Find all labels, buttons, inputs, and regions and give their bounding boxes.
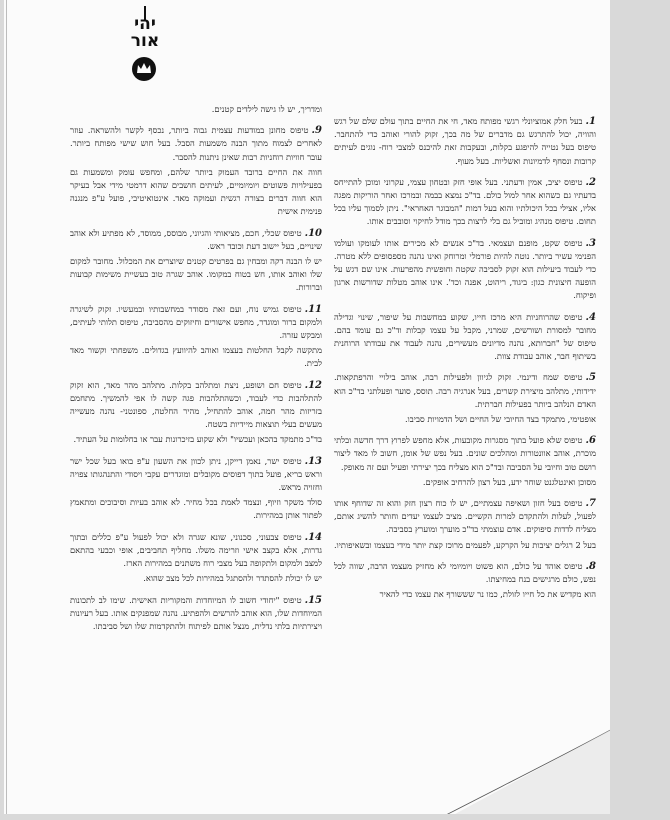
paragraph-entry xyxy=(334,237,596,303)
entry-note: יש לו הבנה דקה ומבחין גם בפרטים קטנים שיוצרים את המכלול. מחובר למקום שלו ואוהב אותו, חש בטוח במקומו. אוהב שגרה טוב בעשיית משימות קבועות וברורות. xyxy=(70,256,322,293)
logo xyxy=(122,6,168,84)
entry-note: יש לו יכולת להסתדר ולהסתגל במהירות לכל מצב שהוא. xyxy=(143,573,322,584)
entry-number: 11. xyxy=(304,303,322,315)
entry-text: טיפוס חם ושופע, ניצת ומתלהב בקלות. מתלהב מהר מאד, הוא זקוק להתלהבות כדי לעבוד, וכשהתלהבות פגה קשה לו אפי להמשיך. מתחמם בזריזות מהר חמה, אוהב להתחיל, מהיר החלטה, ספונטני- נהנה מעשייה מעשים בעלי תוצאות מיידיות בשטח. xyxy=(70,379,322,430)
document-page xyxy=(4,0,610,814)
entry-note: אופטימי, מתמקד בצד החיובי של החיים ושל הדמויות סביבו. xyxy=(405,414,596,425)
entry-text: טיפוס שכלי, חכם, מציאותי והגיוני, מבוסס, ממוסד, לא מפתיע ולא אוהב שינויים, בעל יישוב דעת וכובד ראש. xyxy=(70,227,322,251)
text-column-left xyxy=(70,103,322,641)
paragraph-entry xyxy=(334,371,596,426)
entry-number: 6. xyxy=(585,435,596,447)
entry-number: 10. xyxy=(304,227,322,239)
paragraph-entry xyxy=(334,560,596,602)
entry-note: הוא מקדיש את כל חייו לזולת, כמו נר שששורף את עצמו כדי להאיר xyxy=(379,589,596,600)
entry-number: 2. xyxy=(585,176,596,188)
paragraph-entry xyxy=(70,103,322,116)
entry-number: 7. xyxy=(585,498,596,510)
entry-number: 15. xyxy=(304,594,322,606)
paragraph-entry xyxy=(70,594,322,634)
paragraph-entry xyxy=(334,115,596,168)
page-edge-line xyxy=(6,0,7,814)
entry-text: טיפוס יציב, אמין ודעתני. בעל אופי חזק ובטחון עצמי, עקרוני ומוכן להתייחס בדעתיו גם כשהוא אחר למול כולם. בד"כ נמצא בבמה ובמרכז ואחר הוריקות מפגה אליו, אצילי בכל היכולתיו והוא בעל דמות "המבוגר האחראי". ניתן לסמוך עליו בכל תחום. טיפוס מנהיג ומוביל גם בלי לרצות בכך מודל לחיקוי וסובבים אותו. xyxy=(334,176,596,227)
paragraph-entry xyxy=(70,227,322,295)
paragraph-entry xyxy=(334,311,596,364)
page-curl-shadow xyxy=(424,720,610,814)
entry-text: טיפוס אוהד על כולם, הוא פשוט ויומיומי לא מחזיק מעצמו הרבה, שווה לכל נפש, כולם מרגישים בנח במחיצתו. xyxy=(334,560,596,585)
entry-number: 14. xyxy=(304,531,322,543)
paragraph-entry xyxy=(334,497,596,552)
entry-text: טיפוס שהרוחניות היא מרכז חייו, שקוע במחשבות על שיפור, שינוי וגדילה מחובר למסורת ושורשים, שמרני, מקבל על עצמו קבלות וד"כ גם עומד בהם. טיפוס של "חברותא, נהנה מדיונים מעשירים, נהנה לעבוד את עבודתו הרוחנית בשיתוף חבר, אוהב עבודת צוות. xyxy=(334,311,596,362)
entry-note: בד"כ מתמקד בהכאן ועכשיו" ולא שקוע בזיכרונות עבר או בחלומות על העתיד. xyxy=(73,434,322,445)
entry-note: סולד משקר וזיוף, ונצמד לאמת בכל מחיר. לא אוהב בעיות וסיבוכים ומתאמץ לפתור אותן במהירות. xyxy=(70,497,322,521)
entry-text: טיפוס ישר, נאמן דייקן, ניתן לכוון את השעון ע"פ בואו בעל שכל ישר וראש בריא, פועל בתוך דפוסים מקובלים ומוגדרים עקבי ויסודי והתנהגותו צפויה וחזויה מראש. xyxy=(70,455,322,493)
entry-number: 4. xyxy=(585,311,596,323)
entry-number: 8. xyxy=(585,560,596,572)
entry-note: מתקשה לקבל החלטות בעצמו ואוהב להיוועץ בגדולים. משפחתי וקשור מאד לבית. xyxy=(70,345,322,369)
entry-text: טיפוס "יחודי חשוב לו המיוחדות והמקוריות האישית. שימו לב לתכונות המיוחדות שלו, הוא אוהב להרשים ולהפתיע. נהנה שמפנקים אותו. בעל רעיונות ויצירתיות בלתי נדלית, מנצל אותם לפיתוח ולהתקדמות שלו ושל סביבתו. xyxy=(70,594,322,631)
entry-text: טיפוס שלא פועל בתוך מסגרות מקובעות, אלא מחפש לפרוץ דרך חדשה ובלתי מוכרת, אוהב אוונטורות ומהלכים שונים. בעל נפש של אומן, חשוב לו מאד ליצור רושם טוב וחיובי על הסביבה ובד"כ הוא מצליח בכך יצירתי ופעיל ועם זה מאופק. xyxy=(334,435,596,472)
entry-note: בעל 2 רגלים יציבות על הקרקע, לפעמים מרוכז קצת יותר מידי בעצמו ובשאיפותיו. xyxy=(334,539,596,550)
paragraph-entry xyxy=(334,434,596,489)
entry-text: טיפוס בעל חזון ושאיפה עצמתיים, יש לו כוח רצון חזק והוא זה שדוחף אותו לפעול, לעלות ולהתקדם למרות הקשיים. מציב לעצמו יעדים וחותר להשיג אותם, מצליח לדדות סיפוקים. אדם עוצמתי בד"כ מוערך ומוערץ בסביבה. xyxy=(334,498,596,535)
entry-text: טיפוס שמח ודינמי. זקוק לגיוון ולפעילות רבה, אוהב בילויי והרפתקאות. ידידותי, מתלהב מיצירת קשרים, בעל אנרגיה רבה. תוסס, סוער ופעלתני בד"כ הוא האדם הנלהב ביותר בפעילות חברתית. xyxy=(334,372,596,409)
entry-number: 13. xyxy=(304,455,322,467)
paragraph-entry xyxy=(70,124,322,218)
text-column-right xyxy=(334,115,596,610)
paragraph-entry xyxy=(70,531,322,586)
entry-text: טיפוס גמיש נוח, ועם זאת מסודר במחשבותיו ובמעשיו. זקוק לשיגרה ולמקום ברור ומוגדר, מחפש אישורים וחיזוקים מהסביבה, טיפוס תלותי לעיתים, ומבקש עזרה. xyxy=(70,303,322,341)
entry-number: 9. xyxy=(311,125,322,137)
entry-number: 1. xyxy=(585,116,596,127)
paragraph-entry xyxy=(70,303,322,371)
entry-text: טיפוס שקט, מופנם ועצמאי. בד"כ אנשים לא מכירים אותו לעומקו ועולמו הפנימי עשיר ביותר. נוטה להיות פורמלי ומרוחק ואינו נהנה מספסופים ללא מטרה. כדי לעבוד ביעילות הוא זקוק לסביבה שקטה וחופשית מהפרעות. אינו שם דגש על הופעה חיצונית כגון: ביגוד, ריהוט, אפנה וכד'. אינו אוהב מטלות שדורשות ארגון ופיקוח. xyxy=(334,237,596,301)
logo-title: יהי אור xyxy=(130,14,160,51)
entry-text: בעל חלק אמוציונלי רגשי מפותח מאד, חי את החיים בתוך עולם שלם של רגש והוויה, יכול להתרגש גם מדברים של מה בכך, זקוק להורי ואוהב כדי להתחבר. טיפוס בעל נטייה להיפגע בקלות, ובעקבות זאת להיכנס למצבי רוח- נוגים לעיתים קרובות ונסחף לדמיונות ואשליות. בעל מעוף. xyxy=(334,116,596,166)
crown-icon xyxy=(131,56,157,82)
entry-text: טיפוס צבעוני, סכנוני, שונא שגרה ולא יכול לפעול ע"פ כללים ובתוך גדרות, אלא בקצב אישי וזרימה משלו. מחליף תחביבים, אופי וכבעי בהתאם למצב ולמקום ולתקופה בעל מצבי רוח משתנים במהירות הארז. xyxy=(70,531,322,569)
entry-number: 12. xyxy=(304,379,322,391)
entry-note: חווה את החיים ברובד העמוק ביותר שלהם, ומחפש עומק ומשמעות גם בפעילויות פשוטים ויומיומיים, לעיתים חושבים שהוא דרמטי מידי אבל בעיקר הוא חווה דברים בצורה רגשית ועמוקה מאד. אינטואיטיבי, פועל ע"פ מנגנה פנימית אישית xyxy=(70,166,322,217)
entry-number: 5. xyxy=(585,372,596,384)
entry-note: מסוכן ואינטלגנט שוחר ידע, בעל רצון להרחיב אופקים. xyxy=(422,476,596,487)
entry-number: 3. xyxy=(585,237,596,249)
paragraph-entry xyxy=(70,379,322,447)
paragraph-entry xyxy=(334,176,596,229)
paragraph-entry xyxy=(70,455,322,523)
entry-text: טיפוס מחונן במודעות עצמית גבוה ביותר, נכסף לקשר ולהשראה. עוזר לאחרים לצמוח מתוך הבנה משמעות הסבל. בעל חוש שישי מפותח ביותר. עובר חוויות רוחניות רבות שאינן ניתנות להסבר. xyxy=(70,125,322,162)
entry-text: ומדריך, יש לו גישה לילדים קטנים. xyxy=(211,104,322,114)
